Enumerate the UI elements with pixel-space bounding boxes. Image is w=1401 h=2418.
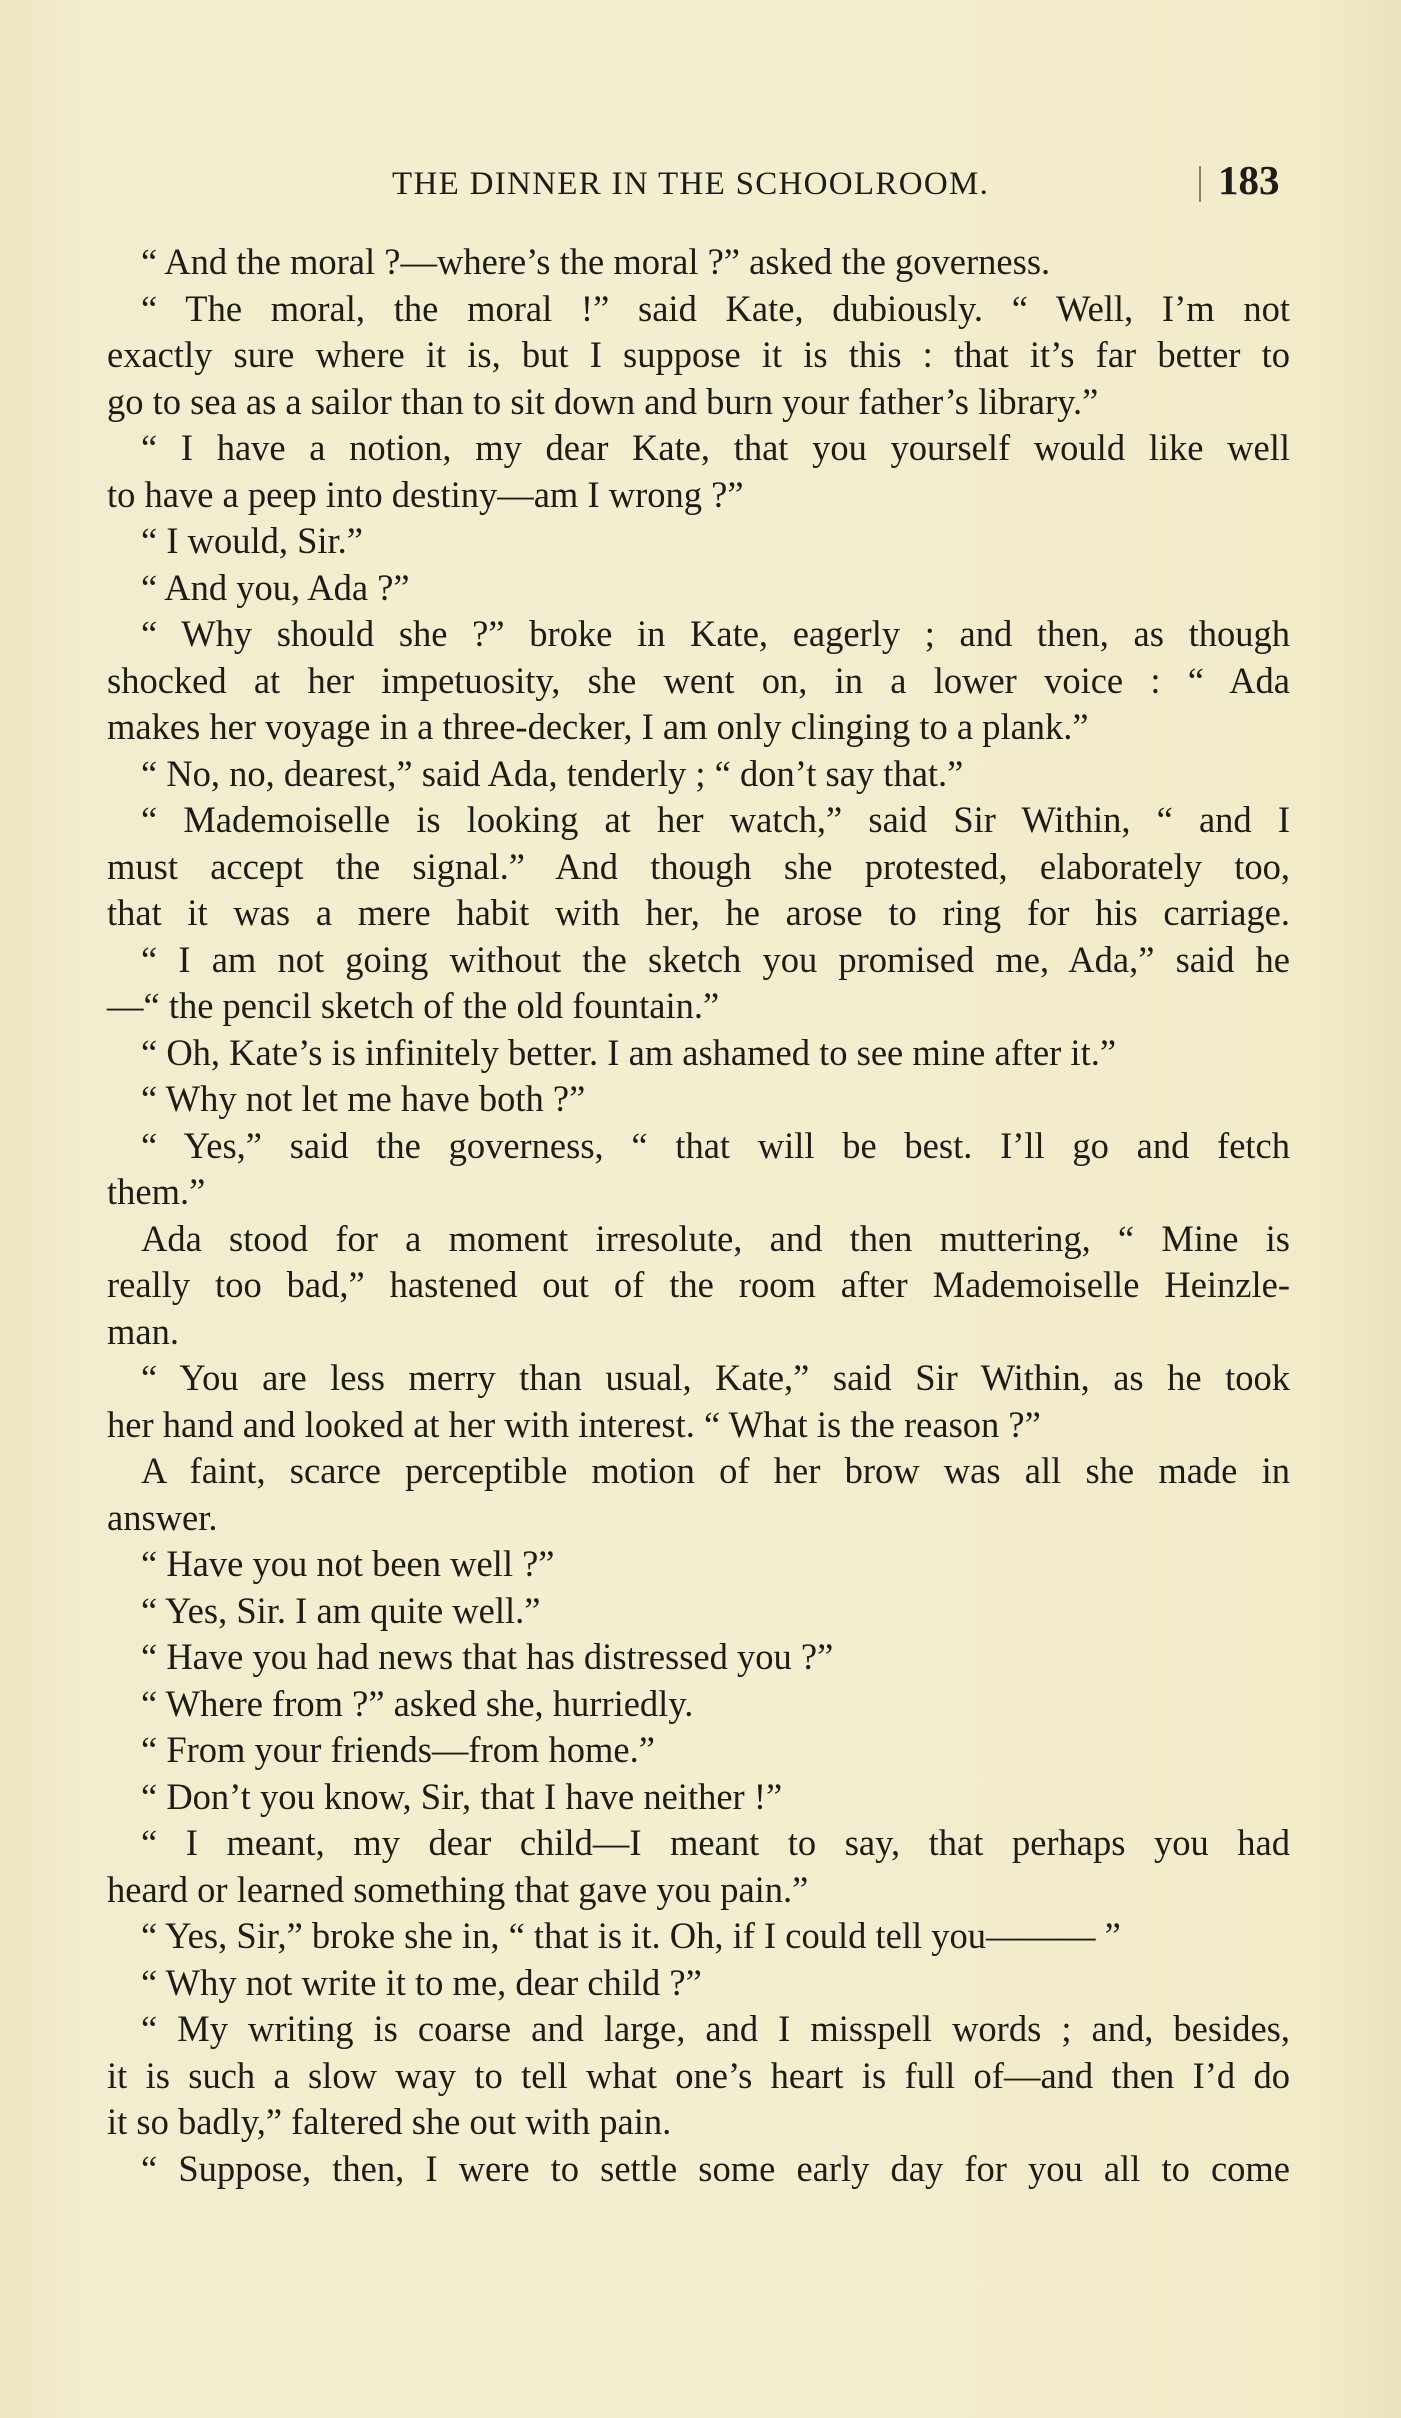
text-line: “ Why not write it to me, dear child ?” xyxy=(141,1961,702,2003)
text-line: “ Why not let me have both ?” xyxy=(141,1078,586,1119)
text-line: exactly sure where it is, but I suppose it is this : that it’s far better to xyxy=(107,334,1290,375)
header-rule xyxy=(1199,166,1201,202)
text-line: it so badly,” faltered she out with pain. xyxy=(107,2101,672,2142)
text-line: A faint, scarce perceptible motion of her brow was all she made in xyxy=(141,1450,1290,1491)
text-line: answer. xyxy=(107,1496,218,1538)
text-line: “ Don’t you know, Sir, that I have neither !” xyxy=(141,1775,783,1817)
text-line: “ Have you had news that has distressed you ?” xyxy=(141,1636,834,1677)
text-line: her hand and looked at her with interest. “ What is the reason ?” xyxy=(107,1403,1041,1445)
text-line: it is such a slow way to tell what one’s heart is full of—and then I’d do xyxy=(107,2054,1290,2096)
text-line: “ No, no, dearest,” said Ada, tenderly ; “ don’t say that.” xyxy=(141,752,964,794)
text-line: “ Where from ?” asked she, hurriedly. xyxy=(141,1682,694,1724)
text-line: that it was a mere habit with her, he arose to ring for his carriage. xyxy=(107,892,1290,933)
text-line: “ Why should she ?” broke in Kate, eagerly ; and then, as though xyxy=(141,613,1290,654)
text-line: man. xyxy=(107,1310,179,1352)
text-line: “ My writing is coarse and large, and I misspell words ; and, besides, xyxy=(141,2008,1290,2049)
text-line: “ Yes,” said the governess, “ that will be best. I’ll go and fetch xyxy=(141,1124,1290,1166)
text-line: —“ the pencil sketch of the old fountain.” xyxy=(107,985,720,1026)
text-line: “ I meant, my dear child—I meant to say, that perhaps you had xyxy=(141,1822,1290,1863)
text-line: heard or learned something that gave you pain.” xyxy=(107,1868,809,1910)
text-line: them.” xyxy=(107,1171,206,1212)
text-line: shocked at her impetuosity, she went on, in a lower voice : “ Ada xyxy=(107,659,1290,701)
page-number: 183 xyxy=(1218,157,1280,203)
text-line: “ From your friends—from home.” xyxy=(141,1729,655,1770)
text-line: “ And the moral ?—where’s the moral ?” asked the governess. xyxy=(141,241,1051,282)
text-line: “ You are less merry than usual, Kate,” said Sir Within, as he took xyxy=(141,1357,1290,1398)
text-line: “ Yes, Sir,” broke she in, “ that is it. Oh, if I could tell you——— ” xyxy=(141,1915,1121,1956)
text-line: Ada stood for a moment irresolute, and then muttering, “ Mine is xyxy=(141,1217,1290,1259)
text-line: really too bad,” hastened out of the room after Mademoiselle Heinzle- xyxy=(107,1264,1290,1305)
running-head xyxy=(0,152,1401,212)
text-line: “ I would, Sir.” xyxy=(141,520,364,561)
running-title: THE DINNER IN THE SCHOOLROOM. xyxy=(392,166,990,202)
text-line: “ Yes, Sir. I am quite well.” xyxy=(141,1589,541,1631)
text-body xyxy=(107,239,1290,2192)
text-line: “ I am not going without the sketch you promised me, Ada,” said he xyxy=(141,938,1290,980)
text-line: “ Suppose, then, I were to settle some early day for you all to come xyxy=(141,2147,1290,2189)
text-line: “ Oh, Kate’s is infinitely better. I am ashamed to see mine after it.” xyxy=(141,1031,1117,1073)
text-line: “ Mademoiselle is looking at her watch,” said Sir Within, “ and I xyxy=(141,799,1290,840)
text-line: “ Have you not been well ?” xyxy=(141,1543,555,1584)
text-line: “ And you, Ada ?” xyxy=(141,566,410,608)
text-line: “ The moral, the moral !” said Kate, dubiously. “ Well, I’m not xyxy=(141,287,1290,329)
text-line: must accept the signal.” And though she protested, elaborately too, xyxy=(107,845,1290,887)
text-line: go to sea as a sailor than to sit down and burn your father’s library.” xyxy=(107,380,1099,422)
text-line: makes her voyage in a three-decker, I am only clinging to a plank.” xyxy=(107,706,1089,747)
text-line: to have a peep into destiny—am I wrong ?” xyxy=(107,473,744,515)
text-line: “ I have a notion, my dear Kate, that you yourself would like well xyxy=(141,427,1290,468)
